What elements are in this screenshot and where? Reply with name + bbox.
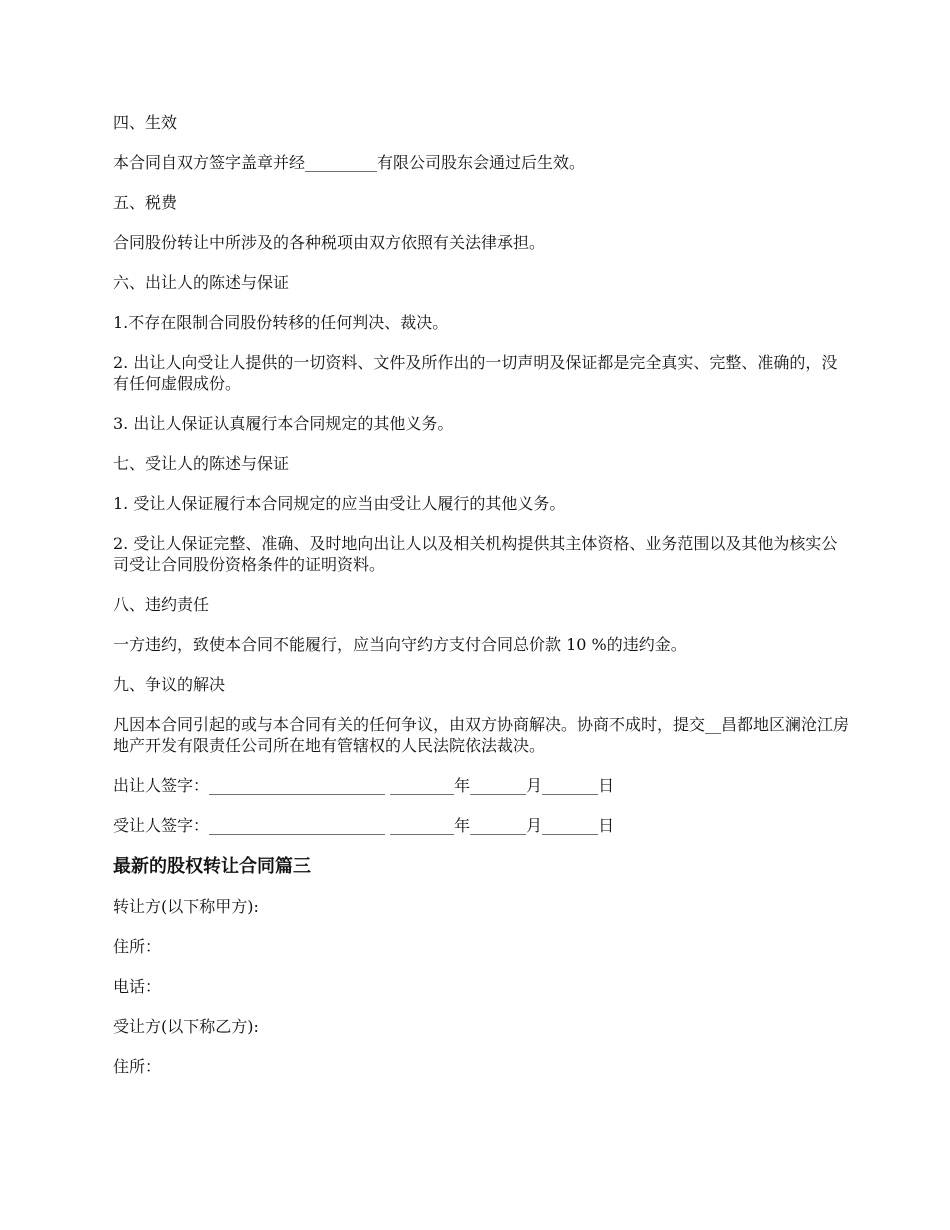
signature-transferor: 出让人签字：______________________ ________年_______月_______日 — [113, 776, 615, 795]
section-5-body: 合同股份转让中所涉及的各种税项由双方依照有关法律承担。 — [113, 233, 546, 252]
signature-transferee: 受让人签字：______________________ ________年_______月_______日 — [113, 816, 615, 835]
section-8-title: 八、违约责任 — [113, 595, 210, 614]
section-6-title: 六、出让人的陈述与保证 — [113, 273, 290, 292]
section-5-title: 五、税费 — [113, 193, 178, 212]
section-9-title: 九、争议的解决 — [113, 675, 226, 694]
section-9-body: 凡因本合同引起的或与本合同有关的任何争议，由双方协商解决。协商不成时，提交__昌都地区澜沧江房地产开发有限责任公司所在地有管辖权的人民法院依法裁决。 — [113, 715, 850, 755]
section-4-body: 本合同自双方签字盖章并经_________有限公司股东会通过后生效。 — [113, 153, 586, 172]
section-6-item-3: 3. 出让人保证认真履行本合同规定的其他义务。 — [113, 414, 454, 433]
section-8-body: 一方违约，致使本合同不能履行，应当向守约方支付合同总价款 10 %的违约金。 — [113, 635, 687, 654]
section-7-title: 七、受让人的陈述与保证 — [113, 454, 290, 473]
document-page — [113, 112, 853, 1096]
party-a-address-field: 住所： — [113, 937, 162, 956]
section-6-item-2: 2. 出让人向受让人提供的一切资料、文件及所作出的一切声明及保证都是完全真实、完整、准确的，没有任何虚假成份。 — [113, 353, 838, 393]
party-b-address-field: 住所： — [113, 1057, 162, 1076]
party-a-phone-field: 电话： — [113, 977, 162, 996]
section-6-item-1: 1.不存在限制合同股份转移的任何判决、裁决。 — [113, 313, 449, 332]
section-4-title: 四、生效 — [113, 113, 178, 132]
section-7-item-1: 1. 受让人保证履行本合同规定的应当由受让人履行的其他义务。 — [113, 494, 566, 513]
section-7-item-2: 2. 受让人保证完整、准确、及时地向出让人以及相关机构提供其主体资格、业务范围以及其他为核实公司受让合同股份资格条件的证明资料。 — [113, 534, 838, 574]
section-heading: 最新的股权转让合同篇三 — [113, 856, 311, 877]
party-b-field: 受让方(以下称乙方): — [113, 1017, 259, 1036]
party-a-field: 转让方(以下称甲方): — [113, 897, 259, 916]
